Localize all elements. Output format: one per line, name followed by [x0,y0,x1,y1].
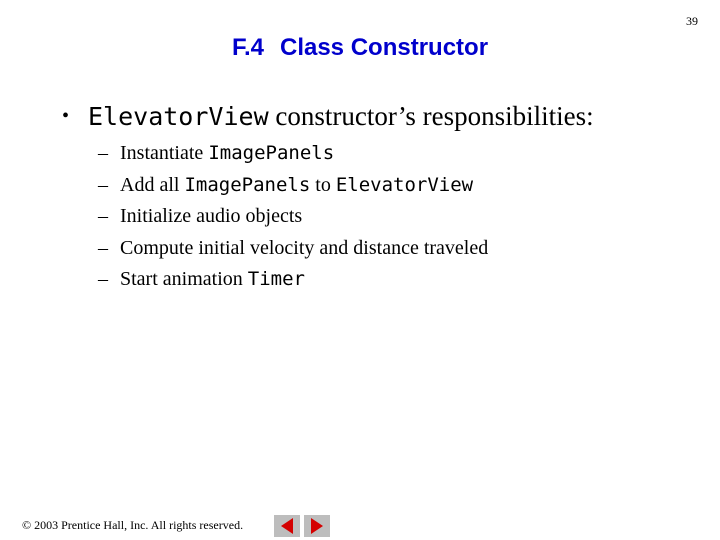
sub-bullet-list [98,138,488,296]
item-text: Compute initial velocity and distance traveled [120,236,489,259]
dash-marker: – [98,268,108,290]
bullet-code: ElevatorView [88,102,269,131]
next-slide-button[interactable] [304,515,330,537]
item-text: Add all [120,173,185,196]
previous-slide-button[interactable] [274,515,300,537]
left-arrow-icon [274,515,300,537]
main-bullet [62,98,594,135]
item-text: Instantiate [120,142,209,164]
code-text: ImagePanels [184,173,311,196]
sub-bullet-item [98,201,488,233]
code-text: ElevatorView [335,173,474,196]
item-text: Initialize audio objects [120,205,303,227]
code-text: ImagePanels [208,142,335,164]
sub-bullet-item [98,233,488,265]
sub-bullet-item [98,138,488,170]
bullet-text: constructor’s responsibilities: [268,101,594,131]
section-number: F.4 [231,34,264,61]
right-arrow-icon [304,515,330,537]
page-number: 39 [686,14,698,28]
dash-marker: – [98,142,108,164]
sub-bullet-item [98,170,488,202]
copyright-footer: © 2003 Prentice Hall, Inc. All rights reserved. [22,518,244,532]
dash-marker: – [98,173,108,196]
item-text: Start animation [120,268,248,290]
title-text: Class Constructor [279,34,489,61]
slide-navigation [274,515,330,537]
bullet-dot: • [62,105,70,127]
dash-marker: – [98,205,108,227]
item-text: to [310,173,336,196]
dash-marker: – [98,236,108,259]
code-text: Timer [247,268,305,290]
slide-title [0,34,720,62]
sub-bullet-item [98,264,488,296]
